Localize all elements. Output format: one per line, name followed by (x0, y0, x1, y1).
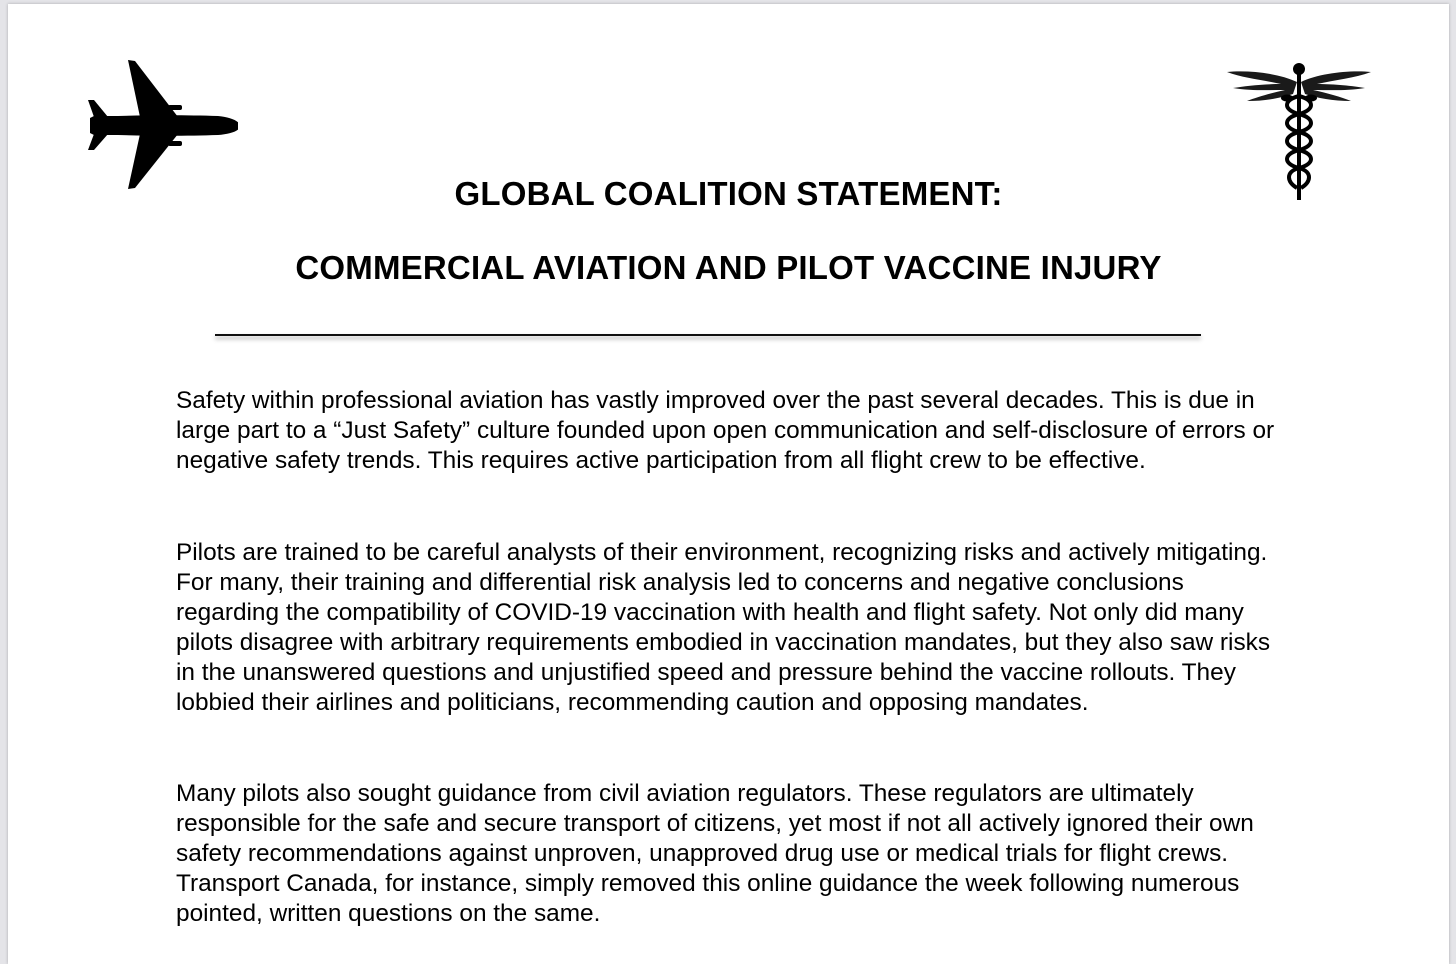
body-paragraph: Safety within professional aviation has vastly improved over the past several decades. This is due in large part to a “Just Safety” culture founded upon open communication and self-disclosure of errors or negative safety trends. This requires active participation from all flight crew to be effective. (176, 387, 1275, 474)
title-divider (215, 334, 1201, 336)
document-title-line-2: COMMERCIAL AVIATION AND PILOT VACCINE INJURY (295, 249, 1162, 286)
document-title-line-1: GLOBAL COALITION STATEMENT: (454, 175, 1003, 212)
document-page (8, 4, 1449, 964)
body-paragraph: Pilots are trained to be careful analysts of their environment, recognizing risks and actively mitigating. For many, their training and differential risk analysis led to concerns and negative conclusions regarding the compatibility of COVID-19 vaccination with health and flight safety. Not only did many pilots disagree with arbitrary requirements embodied in vaccination mandates, but they also saw risks in the unanswered questions and unjustified speed and pressure behind the vaccine rollouts. They lobbied their airlines and politicians, recommending caution and opposing mandates. (176, 539, 1271, 716)
airplane-icon (78, 56, 238, 191)
body-paragraph: Many pilots also sought guidance from civil aviation regulators. These regulators are ultimately responsible for the safe and secure transport of citizens, yet most if not all actively ignored their own safety recommendations against unproven, unapproved drug use or medical trials for flight crews. Transport Canada, for instance, simply removed this online guidance the week following numerous pointed, written questions on the same. (176, 780, 1254, 927)
